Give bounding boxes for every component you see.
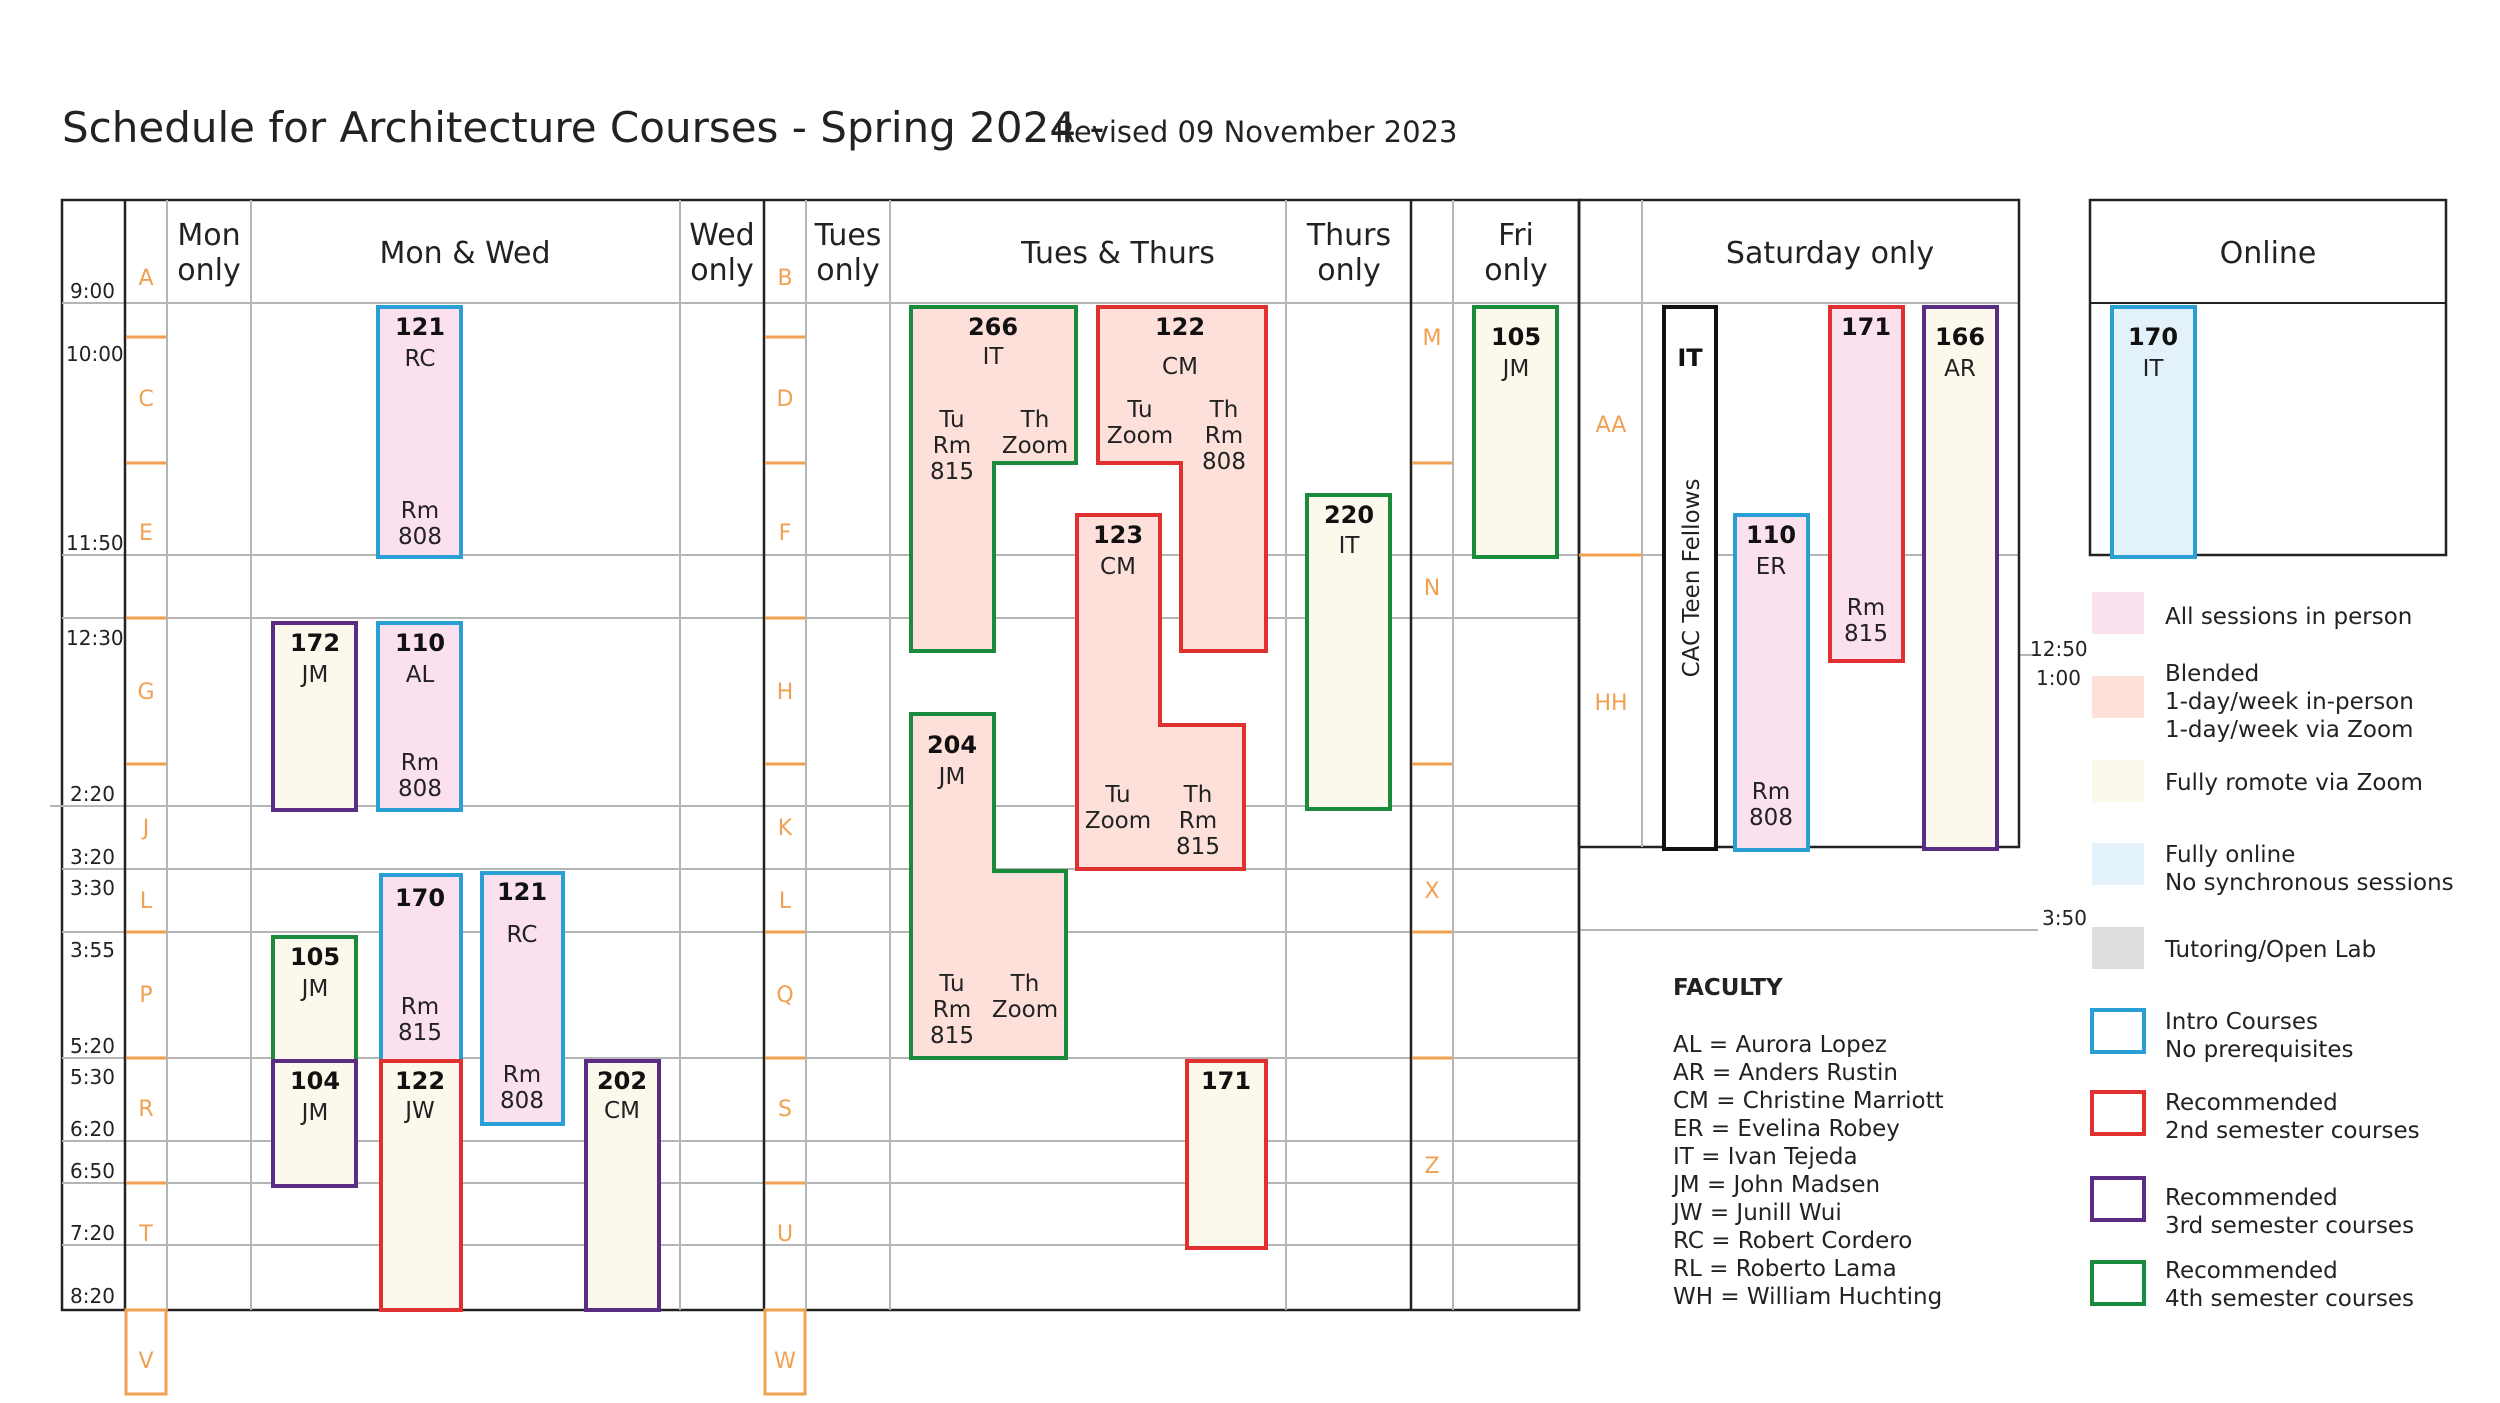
- course-code: 105: [289, 943, 341, 971]
- course-block[interactable]: [1307, 495, 1390, 809]
- header-thurs-only-1: Thurs: [1306, 218, 1392, 253]
- time-label: 3:30: [70, 876, 115, 900]
- cac-teen-fellows-block[interactable]: [1664, 307, 1716, 849]
- period-letter: Z: [1424, 1154, 1440, 1179]
- course-room: 815: [1844, 621, 1888, 647]
- course-block[interactable]: [586, 1061, 659, 1310]
- session-label: Zoom: [991, 997, 1059, 1023]
- legend-label: Recommended: [2165, 1258, 2338, 1284]
- legend-swatch: [2092, 1262, 2144, 1304]
- course-block[interactable]: [1187, 1061, 1266, 1248]
- period-letters: [137, 266, 1627, 1374]
- period-letter: H: [776, 680, 794, 705]
- session-label: 815: [1176, 834, 1220, 860]
- period-letter: HH: [1594, 691, 1628, 716]
- course-block[interactable]: [1924, 307, 1997, 849]
- time-label-right: 12:50: [2030, 637, 2088, 661]
- legend-swatch: [2092, 760, 2144, 802]
- course-block[interactable]: [381, 875, 461, 1062]
- column-headers: [177, 218, 2316, 288]
- legend-label: Fully online: [2165, 842, 2296, 868]
- header-wed-only-2: only: [690, 253, 754, 288]
- course-block[interactable]: [1830, 307, 1903, 661]
- legend-label: All sessions in person: [2165, 604, 2413, 630]
- course-instructor: AR: [1944, 356, 1976, 382]
- course-code: 110: [394, 629, 446, 657]
- course-code: 220: [1323, 501, 1375, 529]
- course-code: 266: [967, 313, 1019, 341]
- faculty-heading: FACULTY: [1673, 975, 1783, 1001]
- faculty-entry: JM = John Madsen: [1673, 1172, 1881, 1198]
- time-label: 5:30: [70, 1065, 115, 1089]
- period-letter: P: [139, 983, 153, 1008]
- course-code: 171: [1200, 1067, 1252, 1095]
- session-label: Zoom: [1084, 808, 1152, 834]
- period-letter: C: [138, 387, 154, 412]
- time-label: 3:55: [70, 938, 115, 962]
- legend-swatch: [2092, 1010, 2144, 1052]
- course-room: Rm: [400, 750, 440, 776]
- period-letter: N: [1423, 576, 1441, 601]
- course-instructor: JM: [938, 764, 966, 790]
- legend-swatch: [2092, 927, 2144, 969]
- session-label: 815: [930, 459, 974, 485]
- course-instructor: JM: [301, 662, 329, 688]
- legend-label: Intro Courses: [2165, 1009, 2318, 1035]
- course-block[interactable]: [1474, 307, 1557, 557]
- time-label: 5:20: [70, 1034, 115, 1058]
- period-letter: L: [139, 889, 153, 914]
- faculty-entry: WH = William Huchting: [1673, 1284, 1943, 1310]
- legend-label: Blended: [2165, 661, 2260, 687]
- course-room: Rm: [400, 994, 440, 1020]
- period-letter: F: [778, 521, 792, 546]
- course-instructor: AL: [405, 662, 435, 688]
- time-label: 6:20: [70, 1117, 115, 1141]
- legend-swatch: [2092, 592, 2144, 634]
- course-instructor: CM: [1100, 554, 1136, 580]
- header-tues-only-1: Tues: [814, 218, 882, 253]
- legend-label: Recommended: [2165, 1185, 2338, 1211]
- course-block[interactable]: [482, 873, 563, 1124]
- course-instructor: JM: [301, 1100, 329, 1126]
- course-code: 170: [2127, 323, 2179, 351]
- course-code: 204: [926, 731, 978, 759]
- time-label: 3:20: [70, 845, 115, 869]
- course-code: 110: [1745, 521, 1797, 549]
- faculty-entry: AL = Aurora Lopez: [1673, 1032, 1887, 1058]
- legend-label: Recommended: [2165, 1090, 2338, 1116]
- period-letter: A: [138, 266, 154, 291]
- period-letter: X: [1424, 879, 1440, 904]
- course-block[interactable]: [273, 1061, 356, 1186]
- header-online: Online: [2219, 236, 2317, 271]
- period-letter: D: [776, 387, 794, 412]
- header-thurs-only-2: only: [1317, 253, 1381, 288]
- legend-label: 1-day/week in-person: [2165, 689, 2414, 715]
- time-label: 2:20: [70, 782, 115, 806]
- period-letter: J: [142, 816, 150, 841]
- course-block[interactable]: [911, 714, 1066, 1058]
- course-instructor: CM: [604, 1098, 640, 1124]
- faculty-entry: IT = Ivan Tejeda: [1673, 1144, 1858, 1170]
- header-wed-only-1: Wed: [689, 218, 755, 253]
- course-room: 808: [398, 524, 442, 550]
- session-label: 815: [930, 1023, 974, 1049]
- session-label: Tu: [1127, 397, 1153, 423]
- course-code: 121: [496, 878, 548, 906]
- period-letter: K: [777, 816, 793, 841]
- header-mon-only-1: Mon: [177, 218, 241, 253]
- faculty-entry: RC = Robert Cordero: [1673, 1228, 1913, 1254]
- period-letter: Q: [776, 983, 794, 1008]
- time-label-right: 1:00: [2036, 666, 2081, 690]
- course-block[interactable]: [911, 307, 1076, 651]
- faculty-list: [1671, 975, 1944, 1310]
- legend-label: 4th semester courses: [2165, 1286, 2415, 1312]
- course-block[interactable]: [381, 1061, 461, 1310]
- header-fri-only-1: Fri: [1498, 218, 1534, 253]
- header-mon-only-2: only: [177, 253, 241, 288]
- time-label: 12:30: [66, 626, 124, 650]
- session-label: Tu: [1105, 782, 1131, 808]
- course-block[interactable]: [1735, 515, 1808, 850]
- session-label: Rm: [1204, 423, 1244, 449]
- legend-swatch: [2092, 676, 2144, 718]
- header-tues-only-2: only: [816, 253, 880, 288]
- course-code: 172: [289, 629, 341, 657]
- legend-swatch: [2092, 1178, 2144, 1220]
- course-instructor: IT: [2142, 356, 2164, 382]
- course-instructor: JM: [1502, 356, 1530, 382]
- course-room: Rm: [1846, 595, 1886, 621]
- period-letter: V: [138, 1349, 154, 1374]
- legend: [2092, 592, 2454, 1312]
- legend-label: No synchronous sessions: [2165, 870, 2454, 896]
- session-label: Rm: [1178, 808, 1218, 834]
- course-room: Rm: [1751, 779, 1791, 805]
- header-fri-only-2: only: [1484, 253, 1548, 288]
- course-code: 105: [1490, 323, 1542, 351]
- session-label: Tu: [939, 407, 965, 433]
- course-room: Rm: [502, 1062, 542, 1088]
- period-letter: T: [139, 1222, 153, 1247]
- course-room: 815: [398, 1020, 442, 1046]
- course-instructor: RC: [506, 922, 538, 948]
- course-instructor: IT: [1338, 533, 1360, 559]
- cac-label: CAC Teen Fellows: [1679, 478, 1705, 678]
- course-code: 202: [596, 1067, 648, 1095]
- session-label: Zoom: [1106, 423, 1174, 449]
- course-code: 104: [289, 1067, 341, 1095]
- period-letter: W: [774, 1349, 796, 1374]
- course-instructor: CM: [1162, 354, 1198, 380]
- course-code: 171: [1840, 313, 1892, 341]
- legend-label: Tutoring/Open Lab: [2165, 937, 2377, 963]
- legend-label: Fully romote via Zoom: [2165, 770, 2423, 796]
- legend-swatch: [2092, 843, 2144, 885]
- course-instructor: IT: [1677, 344, 1703, 372]
- time-label-right: 3:50: [2042, 906, 2087, 930]
- faculty-entry: ER = Evelina Robey: [1673, 1116, 1900, 1142]
- course-room: 808: [500, 1088, 544, 1114]
- course-code: 123: [1092, 521, 1144, 549]
- session-label: Th: [1209, 397, 1239, 423]
- time-label: 11:50: [66, 531, 124, 555]
- time-label: 8:20: [70, 1284, 115, 1308]
- course-code: 122: [1154, 313, 1206, 341]
- course-block[interactable]: [378, 307, 461, 557]
- course-room: 808: [1749, 805, 1793, 831]
- course-instructor: JW: [405, 1098, 435, 1124]
- faculty-entry: AR = Anders Rustin: [1673, 1060, 1898, 1086]
- session-label: Rm: [932, 997, 972, 1023]
- course-blocks: [273, 307, 2195, 1310]
- legend-label: 3rd semester courses: [2165, 1213, 2415, 1239]
- revision-date: Revised 09 November 2023: [1055, 115, 1458, 149]
- faculty-entry: CM = Christine Marriott: [1673, 1088, 1944, 1114]
- period-letter: AA: [1595, 413, 1627, 438]
- time-label: 10:00: [66, 342, 124, 366]
- time-label: 9:00: [70, 279, 115, 303]
- course-code: 170: [394, 884, 446, 912]
- period-letter: U: [776, 1222, 794, 1247]
- course-instructor: IT: [982, 344, 1004, 370]
- period-letter: B: [777, 266, 793, 291]
- session-label: Rm: [932, 433, 972, 459]
- period-letter: L: [778, 889, 792, 914]
- legend-label: No prerequisites: [2165, 1037, 2354, 1063]
- time-label: 6:50: [70, 1159, 115, 1183]
- session-label: 808: [1202, 449, 1246, 475]
- session-label: Th: [1183, 782, 1213, 808]
- course-code: 166: [1934, 323, 1986, 351]
- course-instructor: ER: [1755, 554, 1787, 580]
- header-mon-wed: Mon & Wed: [379, 236, 551, 271]
- course-block[interactable]: [273, 623, 356, 810]
- course-block[interactable]: [2112, 307, 2195, 557]
- course-room: 808: [398, 776, 442, 802]
- course-block[interactable]: [378, 623, 461, 810]
- course-instructor: JM: [301, 976, 329, 1002]
- header-saturday-only: Saturday only: [1725, 236, 1935, 271]
- course-code: 122: [394, 1067, 446, 1095]
- legend-label: 2nd semester courses: [2165, 1118, 2420, 1144]
- header-tues-thurs: Tues & Thurs: [1021, 236, 1215, 271]
- period-letter: E: [139, 521, 153, 546]
- course-room: Rm: [400, 498, 440, 524]
- period-letter: G: [137, 680, 155, 705]
- period-letter: M: [1422, 326, 1442, 351]
- course-instructor: RC: [404, 346, 436, 372]
- legend-label: 1-day/week via Zoom: [2165, 717, 2414, 743]
- course-code: 121: [394, 313, 446, 341]
- session-label: Th: [1020, 407, 1050, 433]
- faculty-entry: RL = Roberto Lama: [1673, 1256, 1897, 1282]
- legend-swatch: [2092, 1092, 2144, 1134]
- course-block[interactable]: [273, 937, 356, 1063]
- faculty-entry: JW = Junill Wui: [1673, 1200, 1842, 1226]
- session-label: Zoom: [1001, 433, 1069, 459]
- page-title: Schedule for Architecture Courses - Spring 2024 -: [62, 103, 1105, 152]
- session-label: Tu: [939, 971, 965, 997]
- period-letter: R: [138, 1097, 154, 1122]
- time-label: 7:20: [70, 1221, 115, 1245]
- period-letter: S: [778, 1097, 792, 1122]
- session-label: Th: [1010, 971, 1040, 997]
